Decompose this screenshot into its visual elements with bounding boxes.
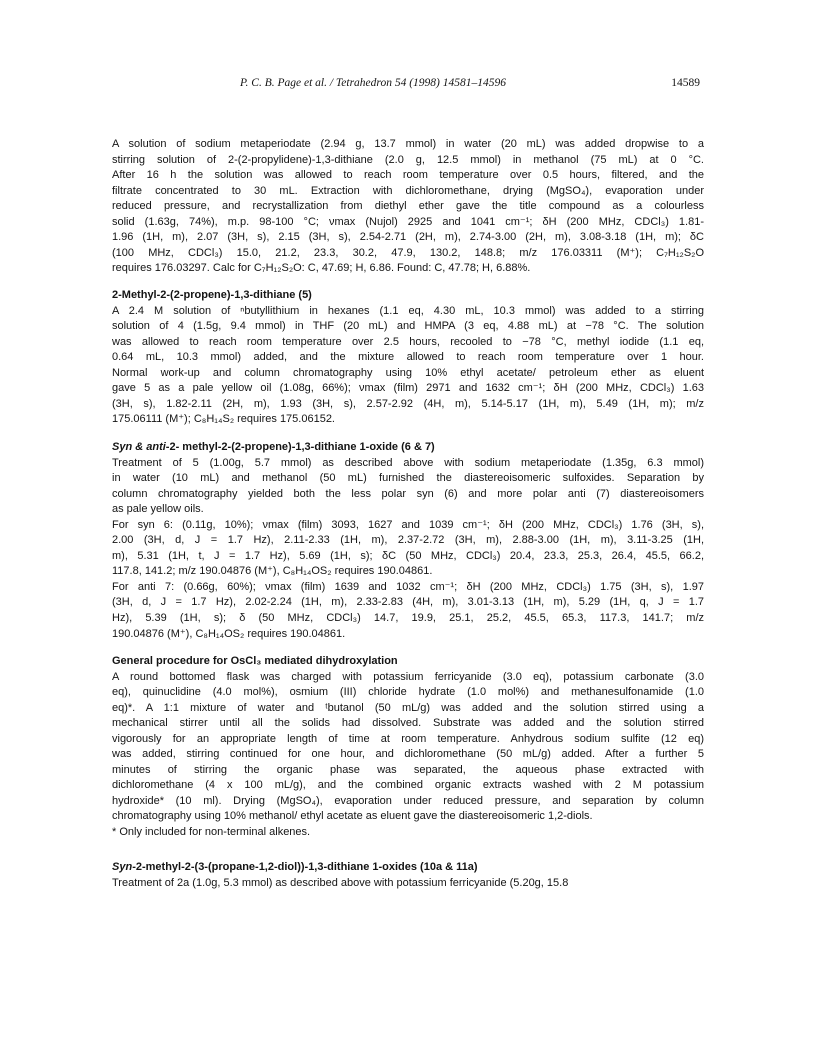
section-heading [112,440,704,456]
section-heading-italic: Syn & anti [112,441,166,453]
text-line: was added, stirring continued for one hour, and dichloromethane (50 mL/g) added. After a further 5 [112,748,704,761]
section-compound-5 [112,288,704,428]
text-line: Treatment of 5 (1.00g, 5.7 mmol) as described above with sodium metaperiodate (1.35g, 6.3 mmol) [112,456,704,469]
text-line: m), 5.31 (1H, t, J = 1.7 Hz), 5.69 (1H, s); δC (50 MHz, CDCl₃) 20.4, 23.3, 25.3, 26.4, 45.5, 66.2, [112,549,704,562]
section-general-procedure [112,654,704,841]
text-line: A round bottomed flask was charged with potassium ferricyanide (3.0 eq), potassium carbonate (3.0 [112,670,704,683]
text-line: 117.8, 141.2; m/z 190.04876 (M⁺), C₈H₁₄OS₂ requires 190.04861. [112,565,433,578]
text-line: minutes of stirring the organic phase was separated, the aqueous phase extracted with [112,763,704,776]
text-line: 190.04876 (M⁺), C₈H₁₄OS₂ requires 190.04861. [112,627,346,640]
section-heading-rest: -2- methyl-2-(2-propene)-1,3-dithiane 1-oxide (6 & 7) [165,441,435,453]
text-line: Hz), 5.39 (1H, s); δ (50 MHz, CDCl₃) 14.7, 19.9, 25.1, 25.2, 45.5, 65.3, 117.3, 141.7; m/z [112,612,704,625]
text-line: Normal work-up and column chromatography using 10% ethyl acetate/ petroleum ether as eluent [112,366,704,379]
text-line: 0.64 mL, 10.3 mmol) added, and the mixture allowed to reach room temperature over 1 hour. [112,351,704,364]
text-line: Treatment of 2a (1.0g, 5.3 mmol) as described above with potassium ferricyanide (5.20g, 15.8 [112,876,569,889]
text-line: For syn 6: (0.11g, 10%); νmax (film) 3093, 1627 and 1039 cm⁻¹; δH (200 MHz, CDCl₃) 1.76 (3H, s), [112,518,704,531]
text-line: column chromatography yielded both the less polar syn (6) and more polar anti (7) diastereoisomers [112,487,704,500]
text-line: solid (1.63g, 74%), m.p. 98-100 °C; νmax (Nujol) 2925 and 1041 cm⁻¹; δH (200 MHz, CDCl₃) 1.81- [112,215,704,228]
text-line: eq), quinuclidine (4.0 mol%), osmium (III) chloride hydrate (1.0 mol%) and methanesulfonamide (1.0 [112,686,704,699]
text-line: solution of 4 (1.5g, 9.4 mmol) in THF (20 mL) and HMPA (3 eq, 4.88 mL) at −78 °C. The solution [112,320,704,333]
section-heading-rest: -2-methyl-2-(3-(propane-1,2-diol))-1,3-dithiane 1-oxides (10a & 11a) [132,861,478,873]
text-line: in water (10 mL) and methanol (50 mL) furnished the diastereoisomeric sulfoxides. Separation by [112,472,704,485]
text-line: hydroxide* (10 ml). Drying (MgSO₄), evaporation under reduced pressure, and separation by column [112,794,704,807]
text-line: eq)*. A 1:1 mixture of water and ᵗbutanol (50 mL/g) was added and the solution stirred using a [112,701,704,714]
text-line: (3H, d, J = 1.7 Hz), 2.02-2.24 (1H, m), 2.33-2.83 (4H, m), 3.01-3.13 (1H, m), 5.29 (1H, q, J = 1.7 [112,596,704,609]
footnote-line: * Only included for non-terminal alkenes. [112,826,311,839]
section-compounds-6-7 [112,440,704,642]
section-heading-italic: Syn [112,861,133,873]
running-head-title: P. C. B. Page et al. / Tetrahedron 54 (1998) 14581–14596 [240,77,506,89]
text-line: A solution of sodium metaperiodate (2.94 g, 13.7 mmol) in water (20 mL) was added dropwise to a [112,138,704,150]
text-line: chromatography using 10% methanol/ ethyl acetate as eluent gave the diastereoisomeric 1,2-diols. [112,810,593,823]
section-heading [112,860,704,876]
text-line: mechanical stirrer until all the solids had dissolved. Substrate was added and the solution stirred [112,717,704,730]
text-line: as pale yellow oils. [112,503,204,516]
text-line: was allowed to reach room temperature over 2.5 hours, recooled to −78 °C, methyl iodide (1.1 eq, [112,335,704,348]
paragraph-sulfoxide-prep [112,137,704,277]
text-line: (100 MHz, CDCl₃) 15.0, 21.2, 23.3, 30.2, 47.9, 130.2, 148.8; m/z 176.03311 (M⁺); C₇H₁₂S₂O [112,246,704,259]
text-line: vigorously for an appropriate length of time at room temperature. Anhydrous sodium sulfite (12 eq) [112,732,704,745]
text-line: filtrate concentrated to 30 mL. Extraction with dichloromethane, drying (MgSO₄), evaporation under [112,184,704,197]
text-line: 1.96 (1H, m), 2.07 (3H, s), 2.15 (3H, s), 2.54-2.71 (2H, m), 2.74-3.00 (2H, m), 3.08-3.18 (1H, m); δC [112,231,704,244]
page-number: 14589 [671,77,700,89]
text-line: reduced pressure, and recrystallization from diethyl ether gave the title compound as a colourless [112,200,704,213]
text-line: dichloromethane (4 x 100 mL/g), and the combined organic extracts washed with 2 M potassium [112,779,704,792]
text-line: For anti 7: (0.66g, 60%); νmax (film) 1639 and 1032 cm⁻¹; δH (200 MHz, CDCl₃) 1.75 (3H, s), 1.97 [112,580,704,593]
text-line: 175.06111 (M⁺); C₈H₁₄S₂ requires 175.06152. [112,413,335,426]
running-head [112,77,700,93]
text-line: (3H, s), 1.82-2.11 (2H, m), 1.93 (3H, s), 2.57-2.92 (4H, m), 5.14-5.17 (1H, m), 5.49 (1H, m); m/z [112,397,704,410]
text-line: After 16 h the solution was allowed to reach room temperature over 0.5 hours, filtered, and the [112,169,704,182]
text-line: gave 5 as a pale yellow oil (1.08g, 66%); νmax (film) 2971 and 1632 cm⁻¹; δH (200 MHz, CDCl₃) 1.63 [112,382,704,395]
section-heading: 2-Methyl-2-(2-propene)-1,3-dithiane (5) [112,289,312,301]
text-line: requires 176.03297. Calc for C₇H₁₂S₂O: C, 47.69; H, 6.86. Found: C, 47.78; H, 6.88%. [112,262,531,275]
text-line: stirring solution of 2-(2-propylidene)-1,3-dithiane (2.0 g, 12.5 mmol) in methanol (75 mL) at 0 °C. [112,153,704,166]
section-compounds-10a-11a [112,860,704,891]
section-heading: General procedure for OsCl₃ mediated dihydroxylation [112,655,398,667]
text-line: 2.00 (3H, d, J = 1.7 Hz), 2.11-2.33 (1H, m), 2.37-2.72 (3H, m), 2.88-3.00 (1H, m), 3.11-3.25 (1H, [112,534,704,547]
text-line: A 2.4 M solution of ⁿbutyllithium in hexanes (1.1 eq, 4.30 mL, 10.3 mmol) was added to a stirring [112,304,704,317]
